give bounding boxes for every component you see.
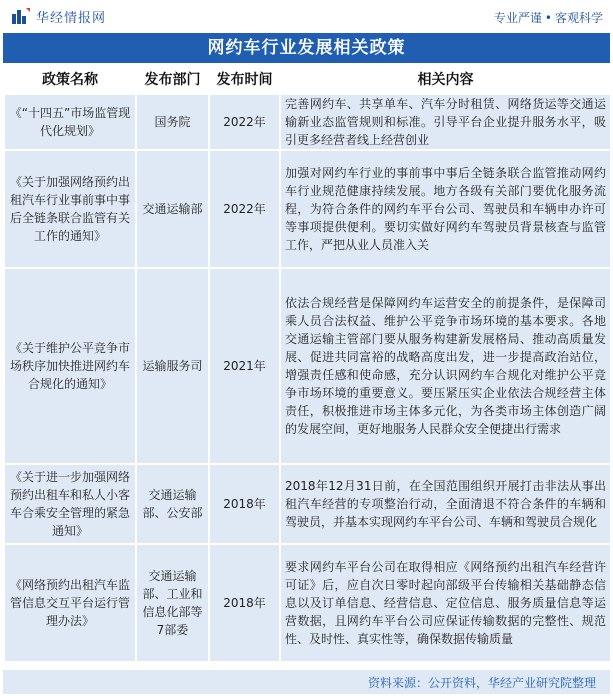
- policy-year: 2022年: [209, 94, 280, 150]
- policy-name: 《“十四五”市场监管现代化规划》: [4, 94, 136, 150]
- source-note: 资料来源：公开资料，华经产业研究院整理: [367, 676, 596, 690]
- policy-name: 《网络预约出租汽车监管信息交互平台运行管理办法》: [4, 544, 136, 662]
- top-bar: [0, 0, 613, 32]
- column-header-name: 政策名称: [4, 65, 136, 95]
- policy-content: 完善网约车、共享单车、汽车分时租赁、网络货运等交通运输新业态监管规则和标准。引导平台企业提升服务水平，吸引更多经营者线上经营创业: [280, 94, 611, 150]
- policy-name: 《关于进一步加强网络预约出租车和私人小客车合乘安全管理的紧急通知》: [4, 464, 136, 544]
- table-row: [4, 94, 611, 150]
- policy-year: 2022年: [209, 150, 280, 268]
- policy-dept: 交通运输部: [136, 150, 209, 268]
- policy-dept: 交通运输部、公安部: [136, 464, 209, 544]
- slogan: [494, 9, 603, 26]
- brand-name: 华经情报网: [36, 11, 107, 26]
- brand-logo-icon: [12, 8, 30, 24]
- policy-content: 2018年12月31日前，在全国范围组织开展打击非法从事出租汽车经营的专项整治行动，全面清退不符合条件的车辆和驾驶员，并基本实现网约车平台公司、车辆和驾驶员合规化: [280, 464, 611, 544]
- policy-content: 加强对网约车行业的事前事中事后全链条联合监管推动网约车行业规范健康持续发展。地方各级有关部门要优化服务流程，为符合条件的网约车平台公司、驾驶员和车辆申办许可等事项提供便利。要切实做好网约车驾驶员背景核查与监管工作，严把从业人员准入关: [280, 150, 611, 268]
- policy-name: 《关于加强网络预约出租汽车行业事前事中事后全链条联合监管有关工作的通知》: [4, 150, 136, 268]
- table-row: [4, 544, 611, 662]
- table-row: [4, 150, 611, 268]
- page-title: 网约车行业发展相关政策: [3, 33, 610, 63]
- footer-bar: [3, 670, 610, 694]
- column-header-year: 发布时间: [209, 65, 280, 95]
- policy-table: [3, 64, 612, 663]
- policy-content: 依法合规经营是保障网约车运营安全的前提条件，是保障司乘人员合法权益、维护公平竞争市场环境的基本要求。各地交通运输主管部门要从服务构建新发展格局、推动高质量发展、促进共同富裕的战略高度出发，进一步提高政治站位，增强责任感和使命感，充分认识网约车合规化对维护公平竞争市场环境的重要意义。要压紧压实企业依法合规经营主体责任，积极推进市场主体多元化，为各类市场主体创造广阔的发展空间，更好地服务人民群众安全便捷出行需求: [280, 268, 611, 464]
- column-header-dept: 发布部门: [136, 65, 209, 95]
- slogan-left: 专业严谨: [493, 11, 542, 25]
- table-header-row: [4, 65, 611, 95]
- policy-dept: 国务院: [136, 94, 209, 150]
- policy-year: 2018年: [209, 544, 280, 662]
- policy-dept: 运输服务司: [136, 268, 209, 464]
- policy-content: 要求网约车平台公司在取得相应《网络预约出租汽车经营许可证》后，应自次日零时起向部级平台传输相关基础静态信息以及订单信息、经营信息、定位信息、服务质量信息等运营数据，且网约车平台公司应保证传输数据的完整性、规范性、及时性、真实性等，确保数据传输质量: [280, 544, 611, 662]
- policy-year: 2018年: [209, 464, 280, 544]
- table-row: [4, 268, 611, 464]
- slogan-right: 客观科学: [554, 11, 603, 25]
- policy-year: 2021年: [209, 268, 280, 464]
- slogan-separator: •: [544, 11, 552, 25]
- column-header-content: 相关内容: [280, 65, 611, 95]
- policy-dept: 交通运输部、工业和信息化部等7部委: [136, 544, 209, 662]
- policy-name: 《关于维护公平竞争市场秩序加快推进网约车合规化的通知》: [4, 268, 136, 464]
- table-row: [4, 464, 611, 544]
